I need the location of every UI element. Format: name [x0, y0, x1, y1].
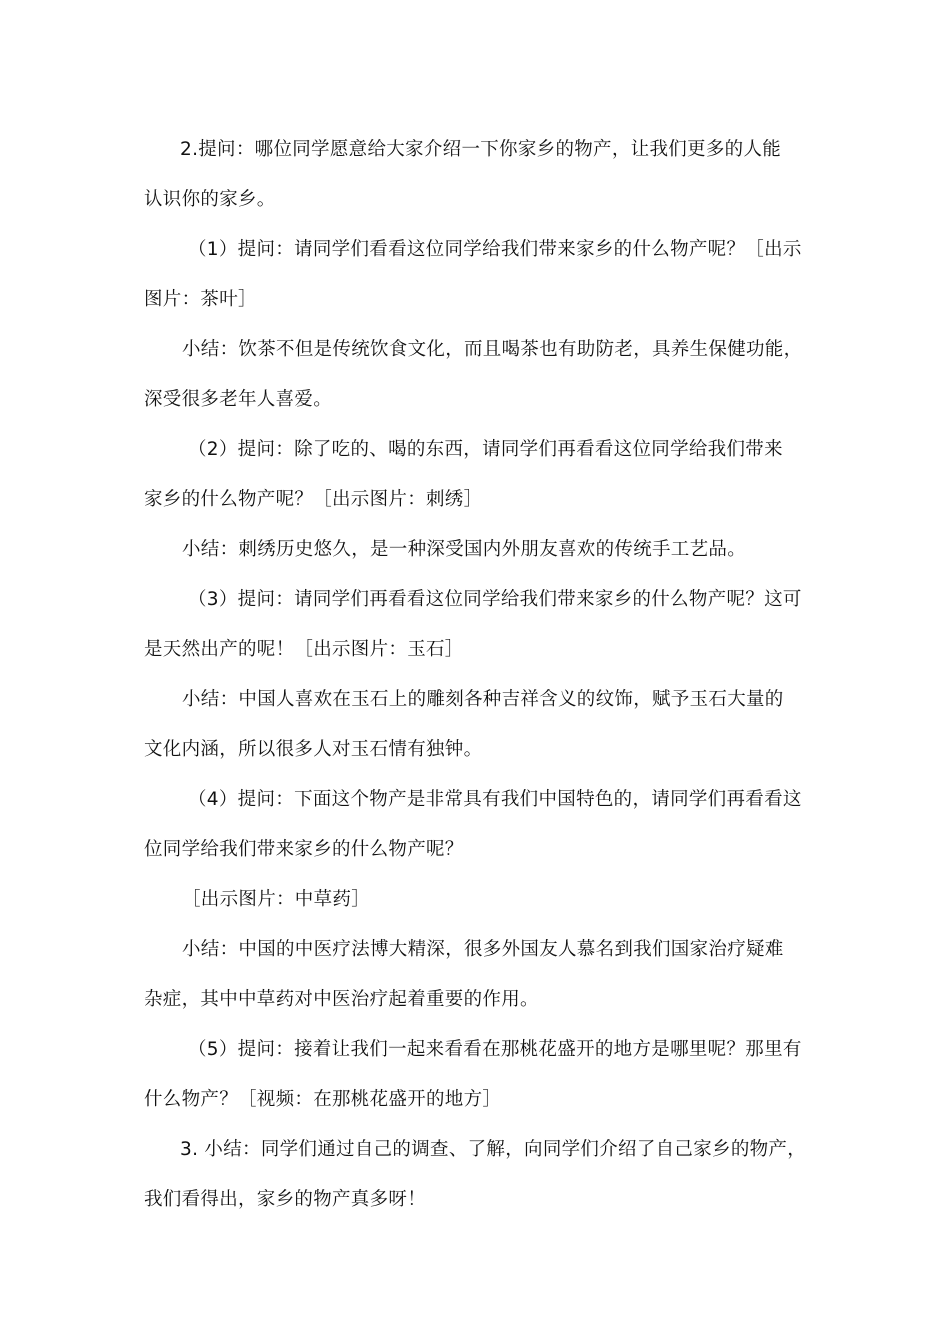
paragraph-line: （3）提问：请同学们再看看这位同学给我们带来家乡的什么物产呢？这可: [188, 589, 802, 610]
paragraph-line: 杂症，其中中草药对中医治疗起着重要的作用。: [144, 989, 539, 1010]
paragraph-line: 小结：中国人喜欢在玉石上的雕刻各种吉祥含义的纹饰，赋予玉石大量的: [182, 689, 784, 710]
paragraph-line: 小结：刺绣历史悠久，是一种深受国内外朋友喜欢的传统手工艺品。: [182, 539, 747, 560]
paragraph-line: ［出示图片：中草药］: [182, 889, 371, 910]
paragraph-line: 小结：中国的中医疗法博大精深，很多外国友人慕名到我们国家治疗疑难: [182, 939, 784, 960]
paragraph-line: 认识你的家乡。: [144, 189, 276, 210]
paragraph-line: （5）提问：接着让我们一起来看看在那桃花盛开的地方是哪里呢？那里有: [188, 1039, 802, 1060]
paragraph-line: （2）提问：除了吃的、喝的东西，请同学们再看看这位同学给我们带来: [188, 439, 783, 460]
paragraph-line: 家乡的什么物产呢？［出示图片：刺绣］: [144, 489, 483, 510]
paragraph-line: 是天然出产的呢！［出示图片：玉石］: [144, 639, 464, 660]
paragraph-line: 位同学给我们带来家乡的什么物产呢？: [144, 839, 464, 860]
paragraph-line: 2.提问：哪位同学愿意给大家介绍一下你家乡的物产，让我们更多的人能: [180, 139, 782, 160]
paragraph-line: （4）提问：下面这个物产是非常具有我们中国特色的，请同学们再看看这: [188, 789, 802, 810]
paragraph-line: 3. 小结：同学们通过自己的调查、了解，向同学们介绍了自己家乡的物产，: [180, 1139, 807, 1160]
paragraph-line: （1）提问：请同学们看看这位同学给我们带来家乡的什么物产呢？［出示: [188, 239, 802, 260]
paragraph-line: 图片：茶叶］: [144, 289, 257, 310]
paragraph-line: 什么物产？［视频：在那桃花盛开的地方］: [144, 1089, 502, 1110]
paragraph-line: 我们看得出，家乡的物产真多呀！: [144, 1189, 427, 1210]
paragraph-line: 小结：饮茶不但是传统饮食文化，而且喝茶也有助防老，具养生保健功能，: [182, 339, 803, 360]
paragraph-line: 深受很多老年人喜爱。: [144, 389, 333, 410]
paragraph-line: 文化内涵，所以很多人对玉石情有独钟。: [144, 739, 483, 760]
